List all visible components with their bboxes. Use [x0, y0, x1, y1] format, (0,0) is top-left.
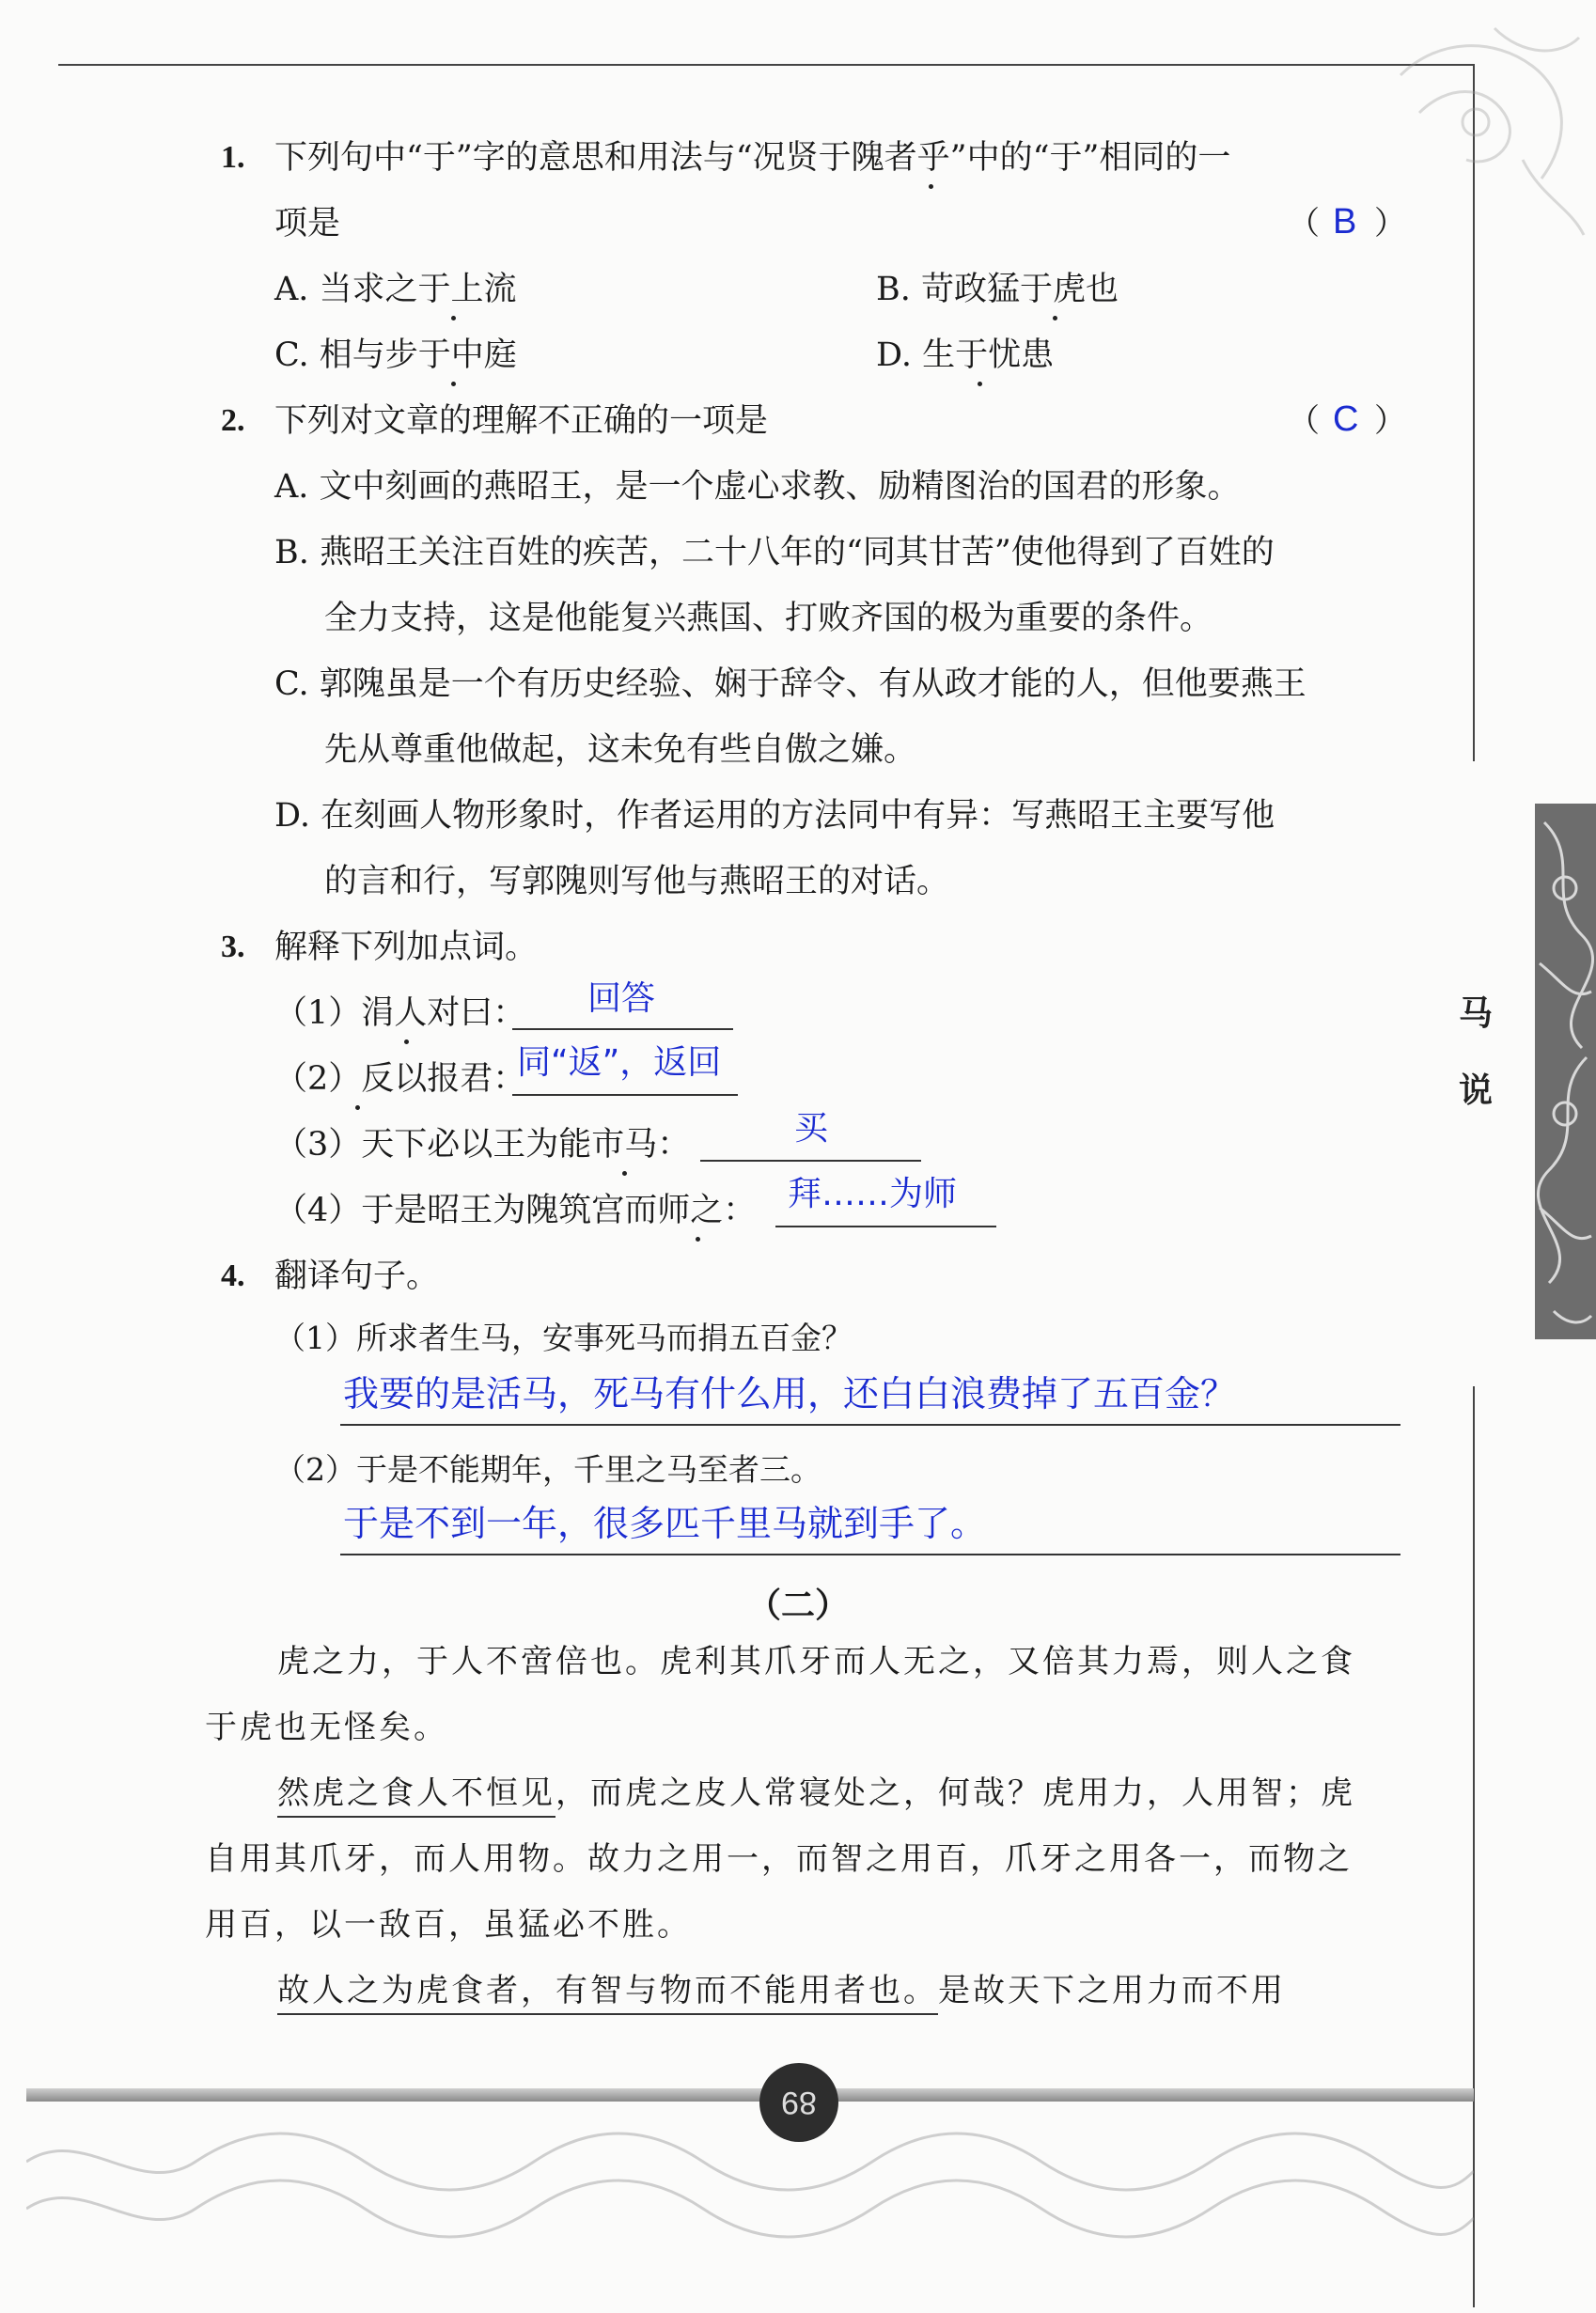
q3-item-2-answer-line [512, 1094, 738, 1096]
top-rule [58, 64, 1473, 66]
q4-item-1-label: （1）所求者生马，安事死马而捐五百金？ [274, 1320, 853, 1356]
q2-option-d-line1: D. 在刻画人物形象时，作者运用的方法同中有异：写燕昭王主要写他 [274, 797, 1275, 835]
q1-answer-paren-close: ） [1374, 205, 1406, 242]
q4-item-2-answer: 于是不到一年，很多匹千里马就到手了。 [343, 1503, 987, 1544]
emphasis-dot [355, 1105, 360, 1110]
q1-option-b: B. 苛政猛于虎也 [876, 271, 1119, 308]
emphasis-dot [404, 1039, 409, 1044]
q2-answer-paren-close: ） [1374, 402, 1406, 440]
q2-answer: C [1333, 399, 1359, 439]
q1-answer: B [1333, 202, 1357, 242]
q1-answer-paren-open: （ [1288, 205, 1320, 242]
emphasis-dot [451, 382, 456, 386]
q3-item-3-answer: 买 [794, 1109, 829, 1148]
q3-item-4-answer: 拜……为师 [788, 1175, 958, 1213]
side-title-char-1: 马 [1458, 994, 1493, 1033]
q2-option-c-line2: 先从尊重他做起，这未免有些自傲之嫌。 [324, 731, 917, 769]
q1-option-d: D. 生于忧患 [876, 336, 1055, 374]
passage-p2-line1 [277, 1771, 1355, 1816]
q4-stem: 翻译句子。 [274, 1258, 440, 1295]
passage-p2-line3: 用百，以一敌百，虽猛必不胜。 [205, 1906, 692, 1944]
section-title: （二） [746, 1586, 849, 1625]
underlined-phrase: 故人之为虎食者，有智与物而不能用者也。 [277, 1972, 938, 2015]
q3-item-3-answer-line [700, 1160, 921, 1162]
q1-number: 1. [221, 140, 245, 175]
passage-p2-line2: 自用其爪牙，而人用物。故力之用一，而智之用百，爪牙之用各一，而物之 [205, 1840, 1353, 1878]
emphasis-dot [929, 184, 933, 189]
q3-number: 3. [221, 930, 245, 964]
q4-item-1-answer-line [340, 1424, 1400, 1426]
q2-option-d-line2: 的言和行，写郭隗则写他与燕昭王的对话。 [324, 863, 950, 900]
q3-item-2-answer: 同“返”，返回 [517, 1043, 722, 1082]
q2-option-a: A. 文中刻画的燕昭王，是一个虚心求教、励精图治的国君的形象。 [274, 468, 1241, 506]
passage-p3-line1 [277, 1968, 1286, 2013]
q1-stem-line2: 项是 [274, 205, 341, 242]
emphasis-dot [696, 1237, 700, 1242]
q3-item-3-label: （3）天下必以王为能市马： [274, 1126, 691, 1164]
passage-text: ，而虎之皮人常寝处之，何哉？虎用力，人用智；虎 [555, 1774, 1355, 1812]
q2-answer-paren-open: （ [1288, 402, 1320, 440]
q2-number: 2. [221, 403, 245, 438]
q3-item-1-answer-line [512, 1028, 733, 1030]
footer-band [26, 2088, 1474, 2102]
q4-item-2-label: （2）于是不能期年，千里之马至者三。 [274, 1451, 821, 1488]
emphasis-dot [451, 316, 456, 320]
q3-stem: 解释下列加点词。 [274, 929, 539, 966]
underlined-phrase: 然虎之食人不恒见 [277, 1774, 555, 1818]
passage-text: 是故天下之用力而不用 [938, 1972, 1286, 2009]
q1-stem-line1: 下列句中“于”字的意思和用法与“况贤于隗者乎”中的“于”相同的一 [274, 139, 1231, 177]
q4-item-2-answer-line [340, 1554, 1400, 1555]
q1-option-a: A. 当求之于上流 [274, 271, 517, 308]
corner-ornament [1382, 19, 1588, 244]
passage-p1-line2: 于虎也无怪矣。 [205, 1709, 448, 1746]
side-title-char-2: 说 [1458, 1071, 1493, 1110]
emphasis-dot [622, 1171, 627, 1176]
q2-option-b-line1: B. 燕昭王关注百姓的疾苦，二十八年的“同其甘苦”使他得到了百姓的 [274, 534, 1275, 571]
q2-option-c-line1: C. 郭隗虽是一个有历史经验、娴于辞令、有从政才能的人，但他要燕王 [274, 665, 1307, 703]
emphasis-dot [1053, 316, 1057, 320]
q3-item-2-label: （2）反以报君： [274, 1060, 526, 1098]
passage-p1-line1: 虎之力，于人不啻倍也。虎利其爪牙而人无之，又倍其力焉，则人之食 [277, 1643, 1355, 1680]
page-number: 89 [759, 2063, 838, 2142]
side-decorative-panel [1535, 804, 1596, 1339]
q3-item-1-label: （1）涓人对曰： [274, 994, 526, 1032]
q4-item-1-answer: 我要的是活马，死马有什么用，还白白浪费掉了五百金？ [343, 1373, 1237, 1414]
emphasis-dot [978, 382, 982, 386]
q3-item-1-answer: 回答 [587, 979, 656, 1018]
q3-item-4-label: （4）于是昭王为隗筑宫而师之： [274, 1192, 757, 1229]
q2-stem: 下列对文章的理解不正确的一项是 [274, 402, 769, 440]
q1-option-c: C. 相与步于中庭 [274, 336, 517, 374]
q3-item-4-answer-line [775, 1226, 996, 1227]
q4-number: 4. [221, 1258, 245, 1293]
q2-option-b-line2: 全力支持，这是他能复兴燕国、打败齐国的极为重要的条件。 [324, 600, 1213, 637]
footer-cloud-ornament [26, 2105, 1474, 2246]
